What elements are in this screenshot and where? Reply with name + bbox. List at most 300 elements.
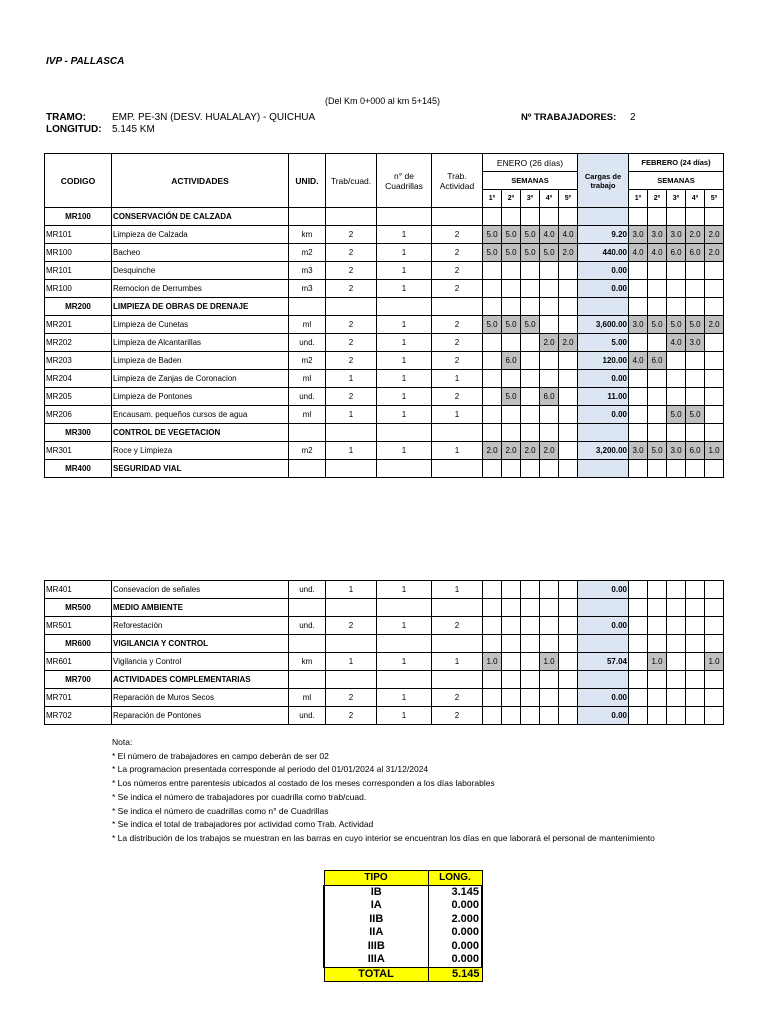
empty-cell <box>629 460 648 478</box>
empty-cell <box>648 671 667 689</box>
enero-week-cell <box>502 370 521 388</box>
febrero-week-cell: 4.0 <box>648 244 667 262</box>
trab-actividad-value: 1 <box>432 406 483 424</box>
febrero-week-cell <box>686 388 705 406</box>
empty-cell <box>540 298 559 316</box>
group-code: MR500 <box>45 599 112 617</box>
long-cell: 0.000 <box>428 926 482 940</box>
empty-cell <box>648 460 667 478</box>
enero-week-cell <box>483 388 502 406</box>
empty-cell <box>326 635 377 653</box>
enero-week-cell <box>483 617 502 635</box>
activity-code: MR101 <box>45 262 112 280</box>
empty-cell <box>686 635 705 653</box>
empty-cell <box>289 460 326 478</box>
activity-code: MR702 <box>45 707 112 725</box>
trabajadores-value: 2 <box>630 112 636 123</box>
group-name: MEDIO AMBIENTE <box>112 599 289 617</box>
activity-row <box>45 352 724 370</box>
empty-cell <box>540 208 559 226</box>
empty-cell <box>559 671 578 689</box>
n-cuadrillas-value: 1 <box>377 352 432 370</box>
activity-unit: und. <box>289 581 326 599</box>
long-cell: 0.000 <box>428 940 482 954</box>
trab-actividad-value: 2 <box>432 316 483 334</box>
trab-cuad-value: 2 <box>326 226 377 244</box>
n-cuadrillas-value: 1 <box>377 370 432 388</box>
trab-cuad-value: 2 <box>326 707 377 725</box>
enero-week-cell <box>502 334 521 352</box>
carga-value: 120.00 <box>578 352 629 370</box>
enero-week-cell <box>521 388 540 406</box>
enero-week-cell <box>521 689 540 707</box>
febrero-week-cell: 6.0 <box>686 244 705 262</box>
empty-cell <box>289 424 326 442</box>
group-name: CONSERVACIÓN DE CALZADA <box>112 208 289 226</box>
carga-value: 5.00 <box>578 334 629 352</box>
empty-cell <box>648 298 667 316</box>
febrero-week-cell: 6.0 <box>667 244 686 262</box>
empty-cell <box>377 208 432 226</box>
col-febrero: FEBRERO (24 días) <box>629 154 724 172</box>
febrero-week-cell <box>686 581 705 599</box>
enero-week-cell <box>521 280 540 298</box>
activity-code: MR601 <box>45 653 112 671</box>
trab-cuad-value: 1 <box>326 653 377 671</box>
empty-cell <box>289 599 326 617</box>
activity-row <box>45 334 724 352</box>
enero-week-cell: 2.0 <box>559 244 578 262</box>
febrero-week-cell <box>705 406 724 424</box>
carga-value: 0.00 <box>578 581 629 599</box>
empty-cell <box>667 424 686 442</box>
trab-cuad-value: 1 <box>326 370 377 388</box>
activity-code: MR205 <box>45 388 112 406</box>
activity-unit: km <box>289 653 326 671</box>
col-n-cuadrillas: n° de Cuadrillas <box>377 154 432 208</box>
group-code: MR600 <box>45 635 112 653</box>
enero-week-cell: 5.0 <box>502 316 521 334</box>
group-name: CONTROL DE VEGETACION <box>112 424 289 442</box>
activity-row <box>45 689 724 707</box>
febrero-week-cell <box>667 617 686 635</box>
trab-actividad-value: 1 <box>432 370 483 388</box>
empty-cell <box>667 671 686 689</box>
n-cuadrillas-value: 1 <box>377 653 432 671</box>
long-cell: 0.000 <box>428 953 482 967</box>
febrero-week-header: 5º <box>705 190 724 208</box>
empty-cell <box>540 599 559 617</box>
febrero-week-cell <box>705 352 724 370</box>
empty-cell <box>705 635 724 653</box>
empty-cell <box>559 424 578 442</box>
empty-cell <box>326 599 377 617</box>
enero-week-cell <box>483 370 502 388</box>
febrero-week-cell: 5.0 <box>686 316 705 334</box>
activity-code: MR101 <box>45 226 112 244</box>
enero-week-cell <box>502 653 521 671</box>
activity-name: Consevacion de señales <box>112 581 289 599</box>
activity-name: Reparación de Pontones <box>112 707 289 725</box>
empty-cell <box>705 599 724 617</box>
empty-cell <box>502 671 521 689</box>
enero-week-cell <box>521 262 540 280</box>
carga-value: 11.00 <box>578 388 629 406</box>
long-cell: 3.145 <box>428 885 482 899</box>
enero-week-cell <box>483 406 502 424</box>
activities-table <box>44 153 724 478</box>
activity-code: MR301 <box>45 442 112 460</box>
empty-cell <box>648 599 667 617</box>
trab-actividad-value: 2 <box>432 244 483 262</box>
activity-row <box>45 581 724 599</box>
trab-actividad-value: 1 <box>432 653 483 671</box>
enero-week-cell: 1.0 <box>483 653 502 671</box>
activity-name: Reforestación <box>112 617 289 635</box>
enero-week-cell: 1.0 <box>540 653 559 671</box>
empty-cell <box>629 208 648 226</box>
activity-code: MR202 <box>45 334 112 352</box>
trab-cuad-value: 2 <box>326 352 377 370</box>
enero-week-cell <box>540 707 559 725</box>
enero-week-cell: 5.0 <box>540 244 559 262</box>
activity-unit: m3 <box>289 280 326 298</box>
febrero-semanas: SEMANAS <box>629 172 724 190</box>
n-cuadrillas-value: 1 <box>377 280 432 298</box>
trab-cuad-value: 2 <box>326 244 377 262</box>
empty-cell <box>377 424 432 442</box>
febrero-week-header: 4º <box>686 190 705 208</box>
activity-code: MR206 <box>45 406 112 424</box>
activity-name: Limpieza de Baden <box>112 352 289 370</box>
empty-cell <box>540 635 559 653</box>
febrero-week-cell: 5.0 <box>667 406 686 424</box>
febrero-week-cell <box>648 370 667 388</box>
febrero-week-cell: 5.0 <box>686 406 705 424</box>
empty-cell <box>629 298 648 316</box>
febrero-week-header: 3º <box>667 190 686 208</box>
empty-cell <box>326 460 377 478</box>
n-cuadrillas-value: 1 <box>377 617 432 635</box>
trab-actividad-value: 2 <box>432 334 483 352</box>
activity-name: Roce y Limpieza <box>112 442 289 460</box>
carga-value: 0.00 <box>578 280 629 298</box>
febrero-week-cell <box>705 262 724 280</box>
enero-week-cell <box>502 280 521 298</box>
empty-cell <box>559 599 578 617</box>
empty-cell <box>432 599 483 617</box>
febrero-week-cell <box>629 388 648 406</box>
enero-week-cell <box>521 653 540 671</box>
long-cell: 0.000 <box>428 899 482 913</box>
febrero-week-cell <box>686 352 705 370</box>
enero-week-header: 2º <box>502 190 521 208</box>
enero-week-cell: 5.0 <box>502 388 521 406</box>
empty-cell <box>540 424 559 442</box>
enero-week-cell <box>540 406 559 424</box>
activity-name: Encausam. pequeños cursos de agua <box>112 406 289 424</box>
enero-week-cell <box>559 262 578 280</box>
febrero-week-cell <box>705 280 724 298</box>
febrero-week-cell <box>667 262 686 280</box>
carga-cell <box>578 671 629 689</box>
col-trab-actividad: Trab. Actividad <box>432 154 483 208</box>
n-cuadrillas-value: 1 <box>377 707 432 725</box>
tipo-cell: IIB <box>324 913 428 927</box>
enero-week-cell: 2.0 <box>521 442 540 460</box>
empty-cell <box>289 671 326 689</box>
carga-value: 0.00 <box>578 370 629 388</box>
febrero-week-cell <box>648 262 667 280</box>
enero-week-cell <box>540 370 559 388</box>
empty-cell <box>686 298 705 316</box>
carga-value: 9.20 <box>578 226 629 244</box>
enero-week-cell <box>521 617 540 635</box>
empty-cell <box>648 424 667 442</box>
carga-value: 0.00 <box>578 689 629 707</box>
enero-week-cell <box>483 689 502 707</box>
enero-week-cell: 5.0 <box>521 226 540 244</box>
enero-week-cell <box>559 370 578 388</box>
carga-value: 0.00 <box>578 707 629 725</box>
group-code: MR200 <box>45 298 112 316</box>
febrero-week-cell <box>648 334 667 352</box>
febrero-week-cell: 1.0 <box>648 653 667 671</box>
empty-cell <box>629 424 648 442</box>
empty-cell <box>502 298 521 316</box>
trab-actividad-value: 2 <box>432 388 483 406</box>
empty-cell <box>686 671 705 689</box>
febrero-week-cell <box>629 653 648 671</box>
febrero-week-cell <box>686 653 705 671</box>
empty-cell <box>432 635 483 653</box>
enero-week-header: 5º <box>559 190 578 208</box>
trab-cuad-value: 2 <box>326 280 377 298</box>
group-code: MR700 <box>45 671 112 689</box>
febrero-week-cell <box>686 280 705 298</box>
febrero-week-cell: 5.0 <box>648 442 667 460</box>
empty-cell <box>521 671 540 689</box>
febrero-week-cell: 2.0 <box>705 244 724 262</box>
enero-week-cell: 5.0 <box>521 244 540 262</box>
note-line: * Se indica el total de trabajadores por actividad como Trab. Actividad <box>112 819 374 830</box>
empty-cell <box>502 424 521 442</box>
trab-actividad-value: 2 <box>432 617 483 635</box>
empty-cell <box>667 460 686 478</box>
activity-code: MR201 <box>45 316 112 334</box>
n-cuadrillas-value: 1 <box>377 226 432 244</box>
febrero-week-cell <box>629 262 648 280</box>
trab-actividad-value: 1 <box>432 581 483 599</box>
enero-week-cell <box>521 334 540 352</box>
enero-week-cell <box>483 262 502 280</box>
empty-cell <box>521 599 540 617</box>
empty-cell <box>483 671 502 689</box>
carga-cell <box>578 208 629 226</box>
enero-week-cell <box>502 581 521 599</box>
carga-value: 3,600.00 <box>578 316 629 334</box>
empty-cell <box>483 599 502 617</box>
enero-week-cell <box>502 406 521 424</box>
trab-actividad-value: 2 <box>432 226 483 244</box>
febrero-week-cell: 3.0 <box>667 226 686 244</box>
enero-week-cell: 6.0 <box>540 388 559 406</box>
group-row <box>45 424 724 442</box>
febrero-week-cell <box>629 370 648 388</box>
tipo-cell: IIA <box>324 926 428 940</box>
febrero-week-cell <box>667 352 686 370</box>
enero-week-cell <box>559 280 578 298</box>
febrero-week-cell <box>629 617 648 635</box>
empty-cell <box>432 208 483 226</box>
enero-week-cell <box>502 262 521 280</box>
activity-name: Bacheo <box>112 244 289 262</box>
febrero-week-cell <box>629 581 648 599</box>
febrero-week-cell <box>686 707 705 725</box>
febrero-week-cell: 3.0 <box>629 316 648 334</box>
activity-name: Limpieza de Zanjas de Coronacion <box>112 370 289 388</box>
empty-cell <box>483 424 502 442</box>
note-line: * La distribución de los trabajos se muestran en las barras en cuyo interior se encuentran los días en que laborará el personal de mantenimiento <box>112 832 655 843</box>
trab-actividad-value: 1 <box>432 442 483 460</box>
empty-cell <box>377 671 432 689</box>
n-cuadrillas-value: 1 <box>377 316 432 334</box>
enero-week-cell: 2.0 <box>540 334 559 352</box>
trab-cuad-value: 1 <box>326 442 377 460</box>
empty-cell <box>483 635 502 653</box>
enero-week-cell: 5.0 <box>483 244 502 262</box>
enero-week-cell: 2.0 <box>502 442 521 460</box>
empty-cell <box>667 298 686 316</box>
group-row <box>45 599 724 617</box>
trab-cuad-value: 2 <box>326 334 377 352</box>
activity-unit: und. <box>289 617 326 635</box>
n-cuadrillas-value: 1 <box>377 262 432 280</box>
activity-unit: und. <box>289 334 326 352</box>
trab-actividad-value: 2 <box>432 707 483 725</box>
empty-cell <box>540 460 559 478</box>
carga-cell <box>578 635 629 653</box>
activity-name: Limpieza de Alcantarillas <box>112 334 289 352</box>
carga-value: 0.00 <box>578 262 629 280</box>
enero-week-cell <box>521 406 540 424</box>
notes <box>112 736 655 846</box>
enero-week-cell: 5.0 <box>502 226 521 244</box>
activity-code: MR100 <box>45 280 112 298</box>
enero-week-cell <box>559 388 578 406</box>
enero-week-header: 4º <box>540 190 559 208</box>
activity-unit: ml <box>289 689 326 707</box>
long-cell: 2.000 <box>428 913 482 927</box>
activity-name: Reparación de Muros Secos <box>112 689 289 707</box>
febrero-week-cell <box>629 406 648 424</box>
empty-cell <box>483 298 502 316</box>
febrero-week-cell: 4.0 <box>629 244 648 262</box>
activity-name: Remocion de Derrumbes <box>112 280 289 298</box>
carga-value: 440.00 <box>578 244 629 262</box>
enero-week-cell <box>521 707 540 725</box>
trab-actividad-value: 2 <box>432 262 483 280</box>
group-name: VIGILANCIA Y CONTROL <box>112 635 289 653</box>
document-title: IVP - PALLASCA <box>46 56 125 67</box>
long-header: LONG. <box>428 871 482 886</box>
febrero-week-cell <box>629 689 648 707</box>
activities-table-continued <box>44 580 724 725</box>
activity-unit: und. <box>289 388 326 406</box>
activity-name: Desquinche <box>112 262 289 280</box>
febrero-week-cell <box>629 280 648 298</box>
empty-cell <box>705 298 724 316</box>
enero-week-cell <box>540 689 559 707</box>
febrero-week-cell <box>667 707 686 725</box>
tipo-header: TIPO <box>324 871 428 886</box>
activity-row <box>45 316 724 334</box>
col-codigo: CODIGO <box>45 154 112 208</box>
enero-week-cell: 2.0 <box>540 442 559 460</box>
tipo-cell: IB <box>324 885 428 899</box>
enero-week-cell <box>559 617 578 635</box>
note-line: * Los números entre parentesis ubicados al costado de los meses corresponden a los días laborables <box>112 778 495 789</box>
empty-cell <box>667 208 686 226</box>
tramo-value: EMP. PE-3N (DESV. HUALALAY) - QUICHUA <box>112 112 316 123</box>
n-cuadrillas-value: 1 <box>377 244 432 262</box>
enero-week-cell <box>540 617 559 635</box>
febrero-week-header: 1º <box>629 190 648 208</box>
enero-week-header: 1º <box>483 190 502 208</box>
febrero-week-cell <box>648 707 667 725</box>
empty-cell <box>540 671 559 689</box>
enero-week-cell <box>521 581 540 599</box>
group-row <box>45 298 724 316</box>
empty-cell <box>432 460 483 478</box>
febrero-week-cell: 5.0 <box>648 316 667 334</box>
activity-code: MR203 <box>45 352 112 370</box>
trab-cuad-value: 2 <box>326 689 377 707</box>
febrero-week-cell <box>705 689 724 707</box>
febrero-week-cell <box>705 370 724 388</box>
carga-cell <box>578 424 629 442</box>
group-row <box>45 671 724 689</box>
n-cuadrillas-value: 1 <box>377 406 432 424</box>
col-actividades: ACTIVIDADES <box>112 154 289 208</box>
febrero-week-cell <box>705 334 724 352</box>
empty-cell <box>686 599 705 617</box>
enero-week-cell <box>521 352 540 370</box>
enero-week-cell: 2.0 <box>483 442 502 460</box>
febrero-week-cell <box>629 334 648 352</box>
trab-cuad-value: 1 <box>326 406 377 424</box>
febrero-week-cell <box>648 689 667 707</box>
febrero-week-cell: 3.0 <box>667 442 686 460</box>
note-line: * Se indica el número de trabajadores por cuadrilla como trab/cuad. <box>112 791 367 802</box>
activity-name: Limpieza de Calzada <box>112 226 289 244</box>
febrero-week-cell: 1.0 <box>705 653 724 671</box>
empty-cell <box>502 635 521 653</box>
empty-cell <box>559 635 578 653</box>
febrero-week-cell <box>667 370 686 388</box>
activity-unit: und. <box>289 707 326 725</box>
febrero-week-cell <box>648 617 667 635</box>
enero-week-cell <box>559 689 578 707</box>
empty-cell <box>705 671 724 689</box>
group-name: LIMPIEZA DE OBRAS DE DRENAJE <box>112 298 289 316</box>
empty-cell <box>521 424 540 442</box>
activity-unit: m2 <box>289 442 326 460</box>
trab-cuad-value: 1 <box>326 581 377 599</box>
enero-week-cell <box>502 707 521 725</box>
longitud-value: 5.145 KM <box>112 124 155 135</box>
enero-week-cell: 4.0 <box>559 226 578 244</box>
